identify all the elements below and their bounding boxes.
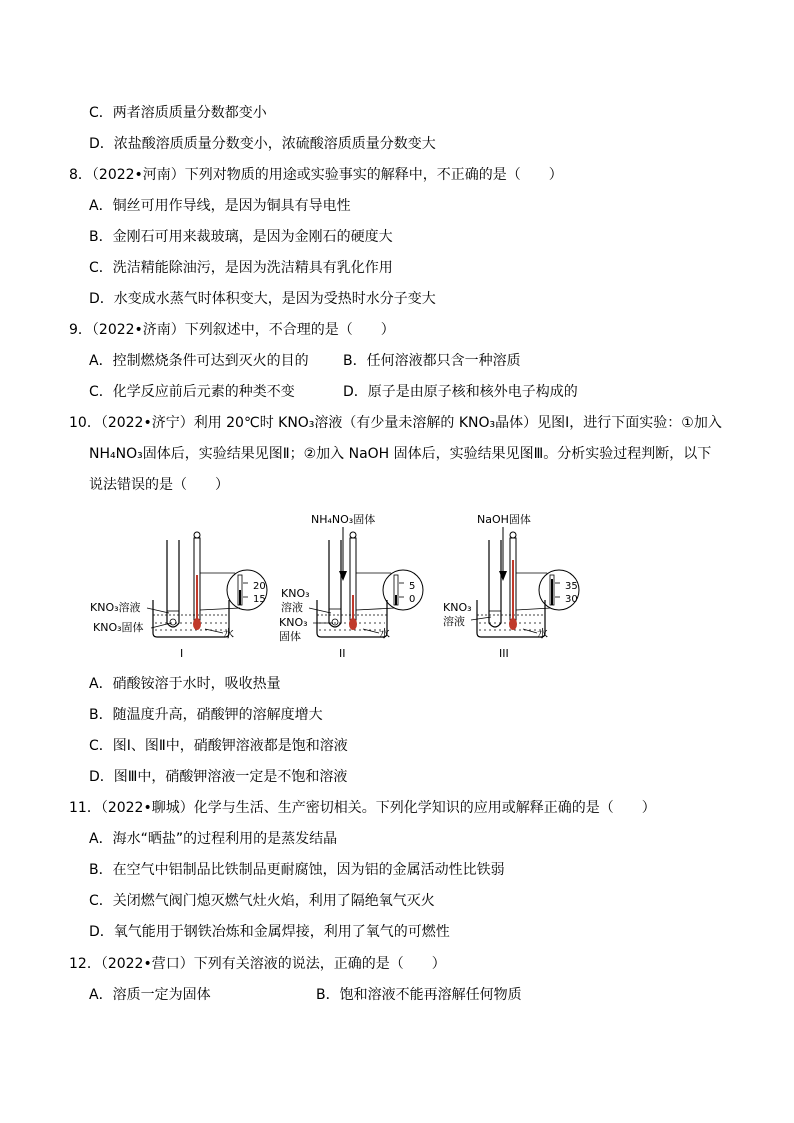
f2-water: 水 — [379, 627, 390, 640]
f1-label-solution: KNO₃溶液 — [90, 601, 141, 614]
figure-3 — [443, 512, 579, 660]
f3-scale-top: 35 — [565, 581, 578, 592]
q10-option-b: B．随温度升高，硝酸钾的溶解度增大 — [89, 707, 323, 723]
q9-option-b: B．任何溶液都只含一种溶质 — [343, 353, 521, 369]
figure-1 — [90, 532, 267, 660]
f2-label-solution-1: KNO₃ — [281, 587, 310, 600]
f3-water: 水 — [537, 627, 548, 640]
q8-option-b: B．金刚石可用来裁玻璃，是因为金刚石的硬度大 — [89, 229, 393, 245]
question-12: 12．（2022•营口）下列有关溶液的说法，正确的是（ ） — [69, 956, 446, 972]
question-8: 8．（2022•河南）下列对物质的用途或实验事实的解释中，不正确的是（ ） — [69, 167, 563, 183]
experiment-figure — [85, 505, 725, 665]
q8-option-d: D．水变成水蒸气时体积变大，是因为受热时水分子变大 — [89, 291, 436, 307]
q12-option-a: A．溶质一定为固体 — [89, 987, 211, 1003]
question-9: 9．（2022•济南）下列叙述中，不合理的是（ ） — [69, 322, 395, 338]
q9-option-c: C．化学反应前后元素的种类不变 — [89, 384, 295, 400]
option-d-prev: D．浓盐酸溶质质量分数变小，浓硫酸溶质质量分数变大 — [89, 136, 436, 152]
f1-scale-bottom: 15 — [253, 594, 266, 605]
f3-label-solution-2: 溶液 — [443, 615, 465, 628]
q10-option-d: D．图Ⅲ中，硝酸钾溶液一定是不饱和溶液 — [89, 769, 348, 785]
question-11: 11．（2022•聊城）化学与生活、生产密切相关。下列化学知识的应用或解释正确的是（ ） — [69, 800, 656, 816]
f1-water: 水 — [223, 627, 234, 640]
f3-scale-bottom: 30 — [565, 594, 578, 605]
q11-option-a: A．海水“晒盐”的过程利用的是蒸发结晶 — [89, 831, 338, 847]
q9-option-d: D．原子是由原子核和核外电子构成的 — [343, 384, 578, 400]
q10-option-a: A．硝酸铵溶于水时，吸收热量 — [89, 676, 281, 692]
q12-option-b: B．饱和溶液不能再溶解任何物质 — [316, 987, 522, 1003]
f1-scale-top: 20 — [253, 581, 266, 592]
f2-label-solution-2: 溶液 — [281, 601, 303, 614]
q10-option-c: C．图Ⅰ、图Ⅱ中，硝酸钾溶液都是饱和溶液 — [89, 738, 348, 754]
q9-option-a: A．控制燃烧条件可达到灭火的目的 — [89, 353, 309, 369]
f3-top-label: NaOH固体 — [477, 513, 531, 526]
question-10-line1: 10．（2022•济宁）利用 20℃时 KNO₃溶液（有少量未溶解的 KNO₃晶体）见图Ⅰ，进行下面实验：①加入 — [69, 415, 722, 431]
f2-label-solid-1: KNO₃ — [279, 616, 308, 629]
q11-option-c: C．关闭燃气阀门熄灭燃气灶火焰，利用了隔绝氧气灭火 — [89, 893, 435, 909]
f2-scale-bottom: 0 — [409, 594, 416, 605]
q8-option-a: A．铜丝可用作导线，是因为铜具有导电性 — [89, 198, 351, 214]
question-10-line2: NH₄NO₃固体后，实验结果见图Ⅱ；②加入 NaOH 固体后，实验结果见图Ⅲ。分析实验过程判断，以下 — [89, 446, 712, 462]
f3-label-solution-1: KNO₃ — [443, 601, 472, 614]
f2-label-solid-2: 固体 — [279, 630, 301, 643]
f2-scale-top: 5 — [409, 581, 416, 592]
figure-2 — [279, 512, 423, 660]
f2-top-label: NH₄NO₃固体 — [311, 513, 376, 526]
f1-label-solid: KNO₃固体 — [93, 621, 144, 634]
f1-roman: I — [180, 647, 184, 660]
f2-roman: II — [339, 647, 346, 660]
q8-option-c: C．洗洁精能除油污，是因为洗洁精具有乳化作用 — [89, 260, 393, 276]
option-c-prev: C．两者溶质质量分数都变小 — [89, 105, 267, 121]
q11-option-b: B．在空气中铝制品比铁制品更耐腐蚀，因为铝的金属活动性比铁弱 — [89, 862, 505, 878]
q11-option-d: D．氧气能用于钢铁冶炼和金属焊接，利用了氧气的可燃性 — [89, 924, 450, 940]
f3-roman: III — [499, 647, 509, 660]
question-10-line3: 说法错误的是（ ） — [89, 477, 229, 493]
